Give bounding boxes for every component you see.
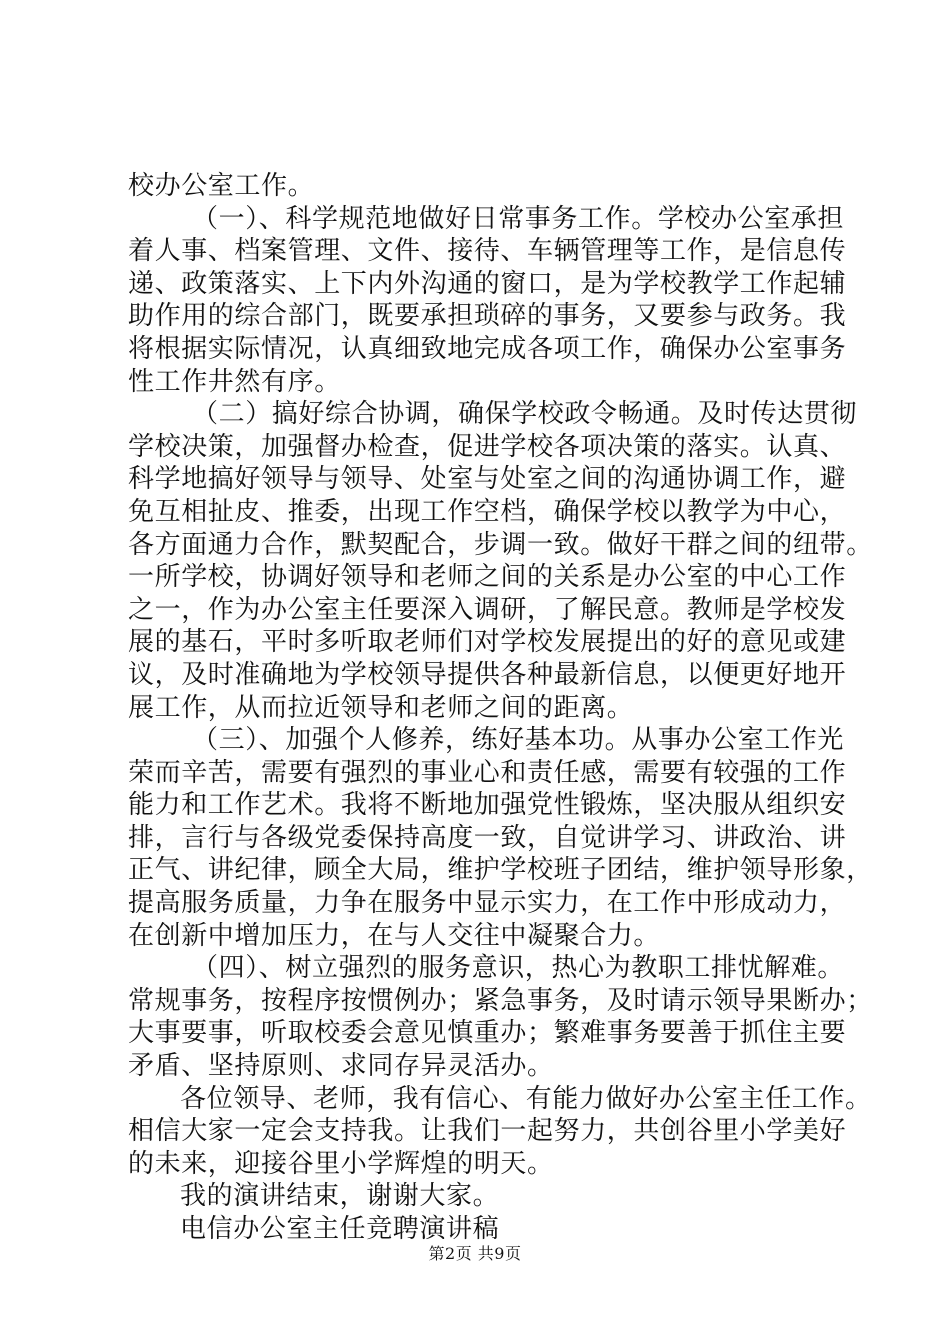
text-line: 之一，作为办公室主任要深入调研，了解民意。教师是学校发 [128, 594, 847, 625]
text-line: 大事要事，听取校委会意见慎重办；繁难事务要善于抓住主要 [128, 1018, 847, 1049]
text-line: 展的基石，平时多听取老师们对学校发展提出的好的意见或建 [128, 627, 847, 658]
text-line: 常规事务，按程序按惯例办；紧急事务，及时请示领导果断办； [128, 985, 873, 1016]
paragraph-heading-4: （四）、树立强烈的服务意识，热心为教职工排忧解难。 [192, 953, 845, 984]
text-line: 性工作井然有序。 [128, 366, 341, 397]
text-line: 展工作，从而拉近领导和老师之间的距离。 [128, 692, 634, 723]
text-line: 将根据实际情况，认真细致地完成各项工作，确保办公室事务 [128, 333, 847, 364]
text-line: 校办公室工作。 [128, 171, 315, 201]
text-line: 助作用的综合部门，既要承担琐碎的事务，又要参与政务。我 [128, 301, 847, 332]
text-line: 能力和工作艺术。我将不断地加强党性锻炼，坚决服从组织安 [128, 790, 847, 821]
text-line: 矛盾、坚持原则、求同存异灵活办。 [128, 1051, 554, 1082]
text-line: 荣而辛苦，需要有强烈的事业心和责任感，需要有较强的工作 [128, 757, 847, 788]
text-line: 递、政策落实、上下内外沟通的窗口，是为学校教学工作起辅 [128, 268, 847, 299]
page-number-footer: 第2页 共9页 [428, 1244, 522, 1263]
text-line: 学校决策，加强督办检查，促进学校各项决策的落实。认真、 [128, 431, 847, 462]
text-line: 各方面通力合作，默契配合，步调一致。做好干群之间的纽带。 [128, 529, 873, 560]
text-line: 着人事、档案管理、文件、接待、车辆管理等工作，是信息传 [128, 236, 847, 267]
closing-line: 我的演讲结束，谢谢大家。 [180, 1181, 500, 1212]
text-line: 一所学校，协调好领导和老师之间的关系是办公室的中心工作 [128, 562, 847, 593]
next-document-title: 电信办公室主任竞聘演讲稿 [180, 1214, 500, 1244]
text-line: 的未来，迎接谷里小学辉煌的明天。 [128, 1148, 554, 1179]
text-line: 正气、讲纪律，顾全大局，维护学校班子团结，维护领导形象， [128, 855, 873, 886]
text-line: 在创新中增加压力，在与人交往中凝聚合力。 [128, 920, 661, 951]
paragraph-heading-2: （二）搞好综合协调，确保学校政令畅通。及时传达贯彻 [192, 399, 858, 430]
text-line: 提高服务质量，力争在服务中显示实力，在工作中形成动力， [128, 888, 847, 919]
paragraph-heading-1: （一）、科学规范地做好日常事务工作。学校办公室承担 [192, 203, 845, 234]
document-body [128, 170, 873, 1246]
text-line: 相信大家一定会支持我。让我们一起努力，共创谷里小学美好 [128, 1116, 847, 1147]
paragraph-start: 各位领导、老师，我有信心、有能力做好办公室主任工作。 [180, 1083, 872, 1114]
paragraph-heading-3: （三）、加强个人修养，练好基本功。从事办公室工作光 [192, 725, 845, 756]
text-line: 排，言行与各级党委保持高度一致，自觉讲学习、讲政治、讲 [128, 822, 847, 853]
text-line: 议，及时准确地为学校领导提供各种最新信息，以便更好地开 [128, 659, 847, 690]
text-line: 科学地搞好领导与领导、处室与处室之间的沟通协调工作，避 [128, 464, 847, 495]
text-line: 免互相扯皮、推委，出现工作空档，确保学校以教学为中心， [128, 496, 847, 527]
